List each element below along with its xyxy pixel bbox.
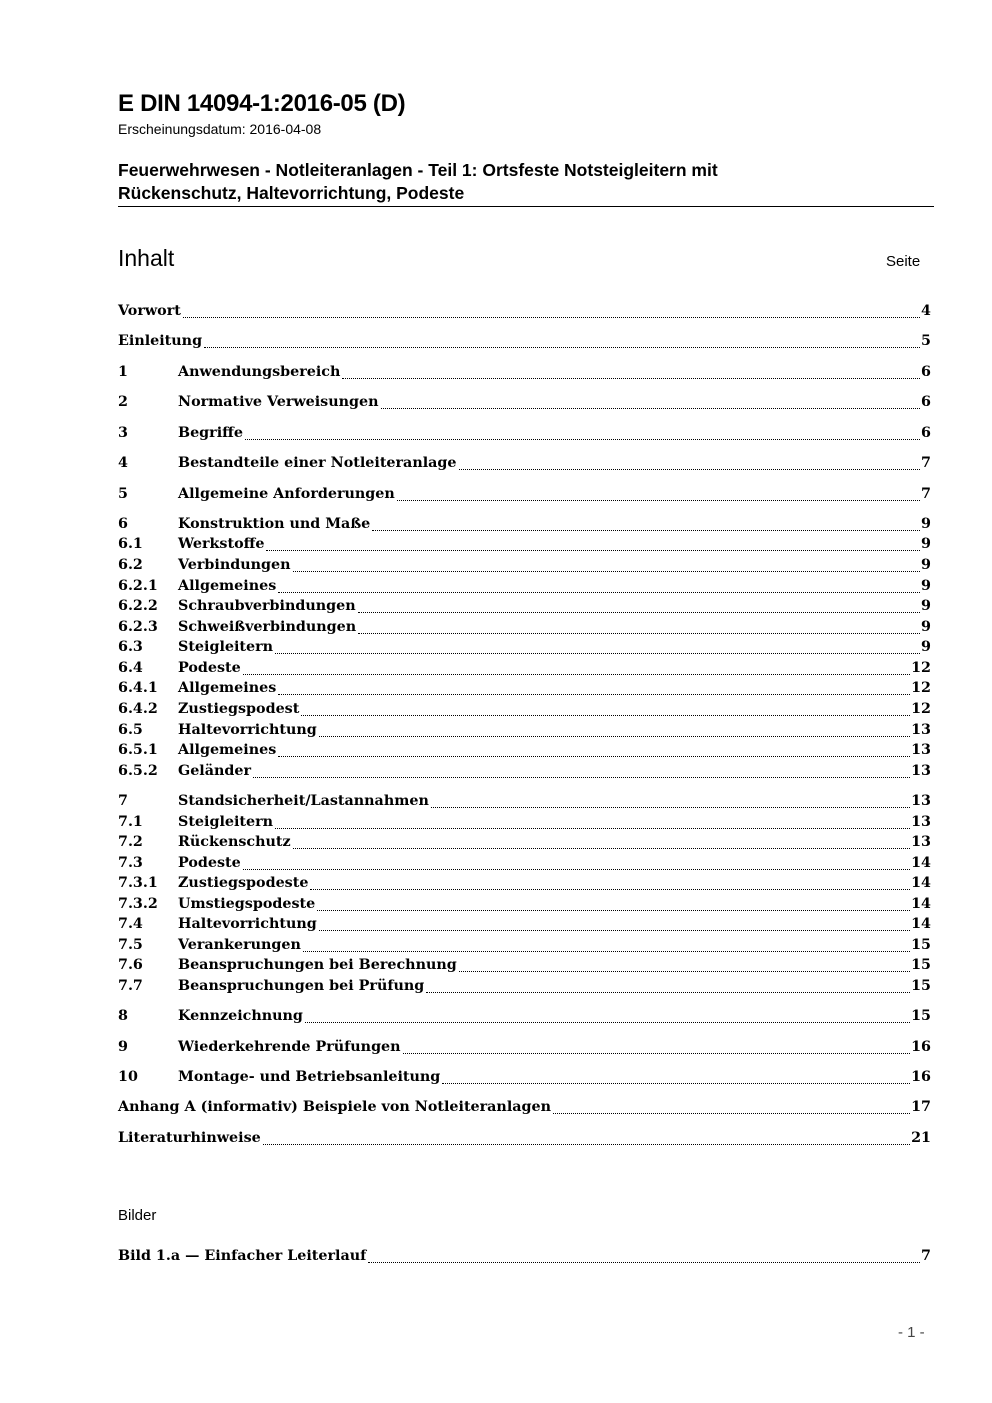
- toc-entry-title: Steigleitern: [178, 639, 274, 655]
- toc-page-column-label: Seite: [886, 253, 921, 270]
- toc-entry-number: 2: [118, 394, 128, 410]
- toc-entry-page: 6: [921, 364, 931, 380]
- toc-entry-number: 7.6: [118, 957, 143, 973]
- toc-entry-title: Begriffe: [178, 425, 243, 441]
- toc-entry-number: 7.4: [118, 916, 143, 932]
- toc-dot-leader: [278, 592, 920, 593]
- toc-entry-number: 7.3: [118, 855, 143, 871]
- toc-entry-page: 9: [921, 598, 931, 614]
- toc-entry-title: Vorwort: [118, 303, 181, 319]
- toc-entry-number: 3: [118, 425, 128, 441]
- toc-entry-page: 15: [911, 978, 931, 994]
- toc-entry-page: 13: [911, 763, 931, 779]
- toc-entry[interactable]: [118, 364, 931, 384]
- toc-entry-title: Allgemeines: [178, 680, 277, 696]
- toc-entry[interactable]: [118, 1248, 931, 1268]
- toc-entry[interactable]: [118, 763, 931, 783]
- toc-dot-leader: [553, 1113, 910, 1114]
- toc-dot-leader: [310, 889, 910, 890]
- toc-entry-number: 6.4.2: [118, 701, 158, 717]
- toc-entry-number: 6.3: [118, 639, 143, 655]
- toc-entry-title: Kennzeichnung: [178, 1008, 303, 1024]
- toc-entry-page: 13: [911, 834, 931, 850]
- page-number: - 1 -: [898, 1324, 925, 1341]
- toc-entry[interactable]: [118, 455, 931, 475]
- toc-entry-number: 6.5.1: [118, 742, 158, 758]
- toc-entry-title: Einleitung: [118, 333, 203, 349]
- toc-entry-title: Anwendungsbereich: [178, 364, 341, 380]
- toc-entry[interactable]: [118, 1130, 931, 1150]
- toc-entry-title: Wiederkehrende Prüfungen: [178, 1039, 401, 1055]
- toc-dot-leader: [459, 469, 921, 470]
- toc-entry-title: Rückenschutz: [178, 834, 291, 850]
- toc-entry[interactable]: [118, 619, 931, 639]
- toc-entry[interactable]: [118, 937, 931, 957]
- toc-entry-page: 12: [911, 701, 931, 717]
- toc-dot-leader: [275, 828, 910, 829]
- toc-entry[interactable]: [118, 855, 931, 875]
- toc-entry-number: 4: [118, 455, 128, 471]
- toc-dot-leader: [301, 715, 910, 716]
- title-divider: [118, 206, 934, 207]
- toc-dot-leader: [381, 408, 921, 409]
- toc-entry[interactable]: [118, 598, 931, 618]
- toc-entry-title: Konstruktion und Maße: [178, 516, 371, 532]
- toc-dot-leader: [305, 1022, 910, 1023]
- toc-entry-title: Allgemeine Anforderungen: [178, 486, 395, 502]
- toc-dot-leader: [442, 1083, 910, 1084]
- toc-entry-number: 7.1: [118, 814, 143, 830]
- toc-entry[interactable]: [118, 742, 931, 762]
- toc-entry-number: 9: [118, 1039, 128, 1055]
- toc-entry[interactable]: [118, 1039, 931, 1059]
- toc-entry-page: 17: [911, 1099, 931, 1115]
- toc-dot-leader: [278, 756, 910, 757]
- toc-entry-number: 6.5: [118, 722, 143, 738]
- toc-entry[interactable]: [118, 834, 931, 854]
- toc-dot-leader: [358, 633, 920, 634]
- toc-entry-title: Haltevorrichtung: [178, 722, 317, 738]
- toc-entry-page: 6: [921, 425, 931, 441]
- toc-heading: Inhalt: [118, 245, 175, 271]
- toc-dot-leader: [358, 612, 920, 613]
- toc-entry-title: Umstiegspodeste: [178, 896, 316, 912]
- toc-entry[interactable]: [118, 680, 931, 700]
- toc-dot-leader: [293, 848, 910, 849]
- subtitle-line-1: Feuerwehrwesen - Notleiteranlagen - Teil 1: Ortsfeste Notsteigleitern mit: [118, 160, 718, 180]
- toc-dot-leader: [204, 347, 920, 348]
- toc-entry-page: 9: [921, 639, 931, 655]
- toc-entry-title: Bild 1.a — Einfacher Leiterlauf: [118, 1248, 367, 1264]
- toc-entry-number: 6.5.2: [118, 763, 158, 779]
- toc-entry-title: Steigleitern: [178, 814, 274, 830]
- toc-dot-leader: [183, 317, 920, 318]
- toc-entry-title: Bestandteile einer Notleiteranlage: [178, 455, 457, 471]
- toc-entry-title: Verbindungen: [178, 557, 291, 573]
- toc-entry-title: Schweißverbindungen: [178, 619, 357, 635]
- toc-dot-leader: [263, 1144, 910, 1145]
- toc-entry-number: 10: [118, 1069, 138, 1085]
- toc-entry-page: 15: [911, 1008, 931, 1024]
- toc-entry-number: 7: [118, 793, 128, 809]
- toc-entry-page: 7: [921, 486, 931, 502]
- toc-dot-leader: [372, 530, 920, 531]
- toc-entry-number: 6.4.1: [118, 680, 158, 696]
- toc-entry-number: 6: [118, 516, 128, 532]
- toc-entry[interactable]: [118, 1069, 931, 1089]
- toc-entry-number: 7.3.1: [118, 875, 158, 891]
- toc-entry-title: Zustiegspodeste: [178, 875, 309, 891]
- toc-entry-page: 14: [911, 916, 931, 932]
- toc-dot-leader: [303, 951, 910, 952]
- toc-dot-leader: [293, 571, 921, 572]
- toc-entry[interactable]: [118, 486, 931, 506]
- toc-entry[interactable]: [118, 814, 931, 834]
- publication-date: Erscheinungsdatum: 2016-04-08: [118, 121, 322, 137]
- toc-entry-page: 12: [911, 680, 931, 696]
- toc-entry-number: 6.1: [118, 536, 143, 552]
- toc-dot-leader: [459, 971, 910, 972]
- toc-entry[interactable]: [118, 875, 931, 895]
- toc-entry[interactable]: [118, 639, 931, 659]
- toc-dot-leader: [368, 1262, 920, 1263]
- toc-entry-title: Zustiegspodest: [178, 701, 300, 717]
- toc-dot-leader: [319, 736, 910, 737]
- toc-entry-page: 14: [911, 875, 931, 891]
- toc-entry[interactable]: [118, 425, 931, 445]
- toc-entry-title: Haltevorrichtung: [178, 916, 317, 932]
- toc-entry-number: 6.2.1: [118, 578, 158, 594]
- toc-entry[interactable]: [118, 578, 931, 598]
- toc-dot-leader: [426, 992, 910, 993]
- toc-entry-page: 13: [911, 742, 931, 758]
- toc-entry-number: 6.4: [118, 660, 143, 676]
- toc-entry-title: Montage- und Betriebsanleitung: [178, 1069, 441, 1085]
- toc-dot-leader: [431, 807, 910, 808]
- toc-dot-leader: [275, 653, 920, 654]
- toc-entry-page: 15: [911, 937, 931, 953]
- toc-entry-number: 7.5: [118, 937, 143, 953]
- document-subtitle: [118, 159, 918, 205]
- toc-entry[interactable]: [118, 303, 931, 323]
- toc-dot-leader: [243, 674, 910, 675]
- toc-entry-title: Beanspruchungen bei Prüfung: [178, 978, 425, 994]
- toc-entry[interactable]: [118, 516, 931, 536]
- toc-entry-page: 5: [921, 333, 931, 349]
- toc-entry-title: Allgemeines: [178, 742, 277, 758]
- toc-entry-number: 7.7: [118, 978, 143, 994]
- toc-entry-page: 21: [911, 1130, 931, 1146]
- toc-entry-page: 13: [911, 814, 931, 830]
- toc-dot-leader: [403, 1053, 911, 1054]
- toc-entry[interactable]: [118, 394, 931, 414]
- toc-entry-number: 7.2: [118, 834, 143, 850]
- toc-entry[interactable]: [118, 333, 931, 353]
- toc-entry-page: 9: [921, 536, 931, 552]
- toc-entry-number: 8: [118, 1008, 128, 1024]
- figures-heading: Bilder: [118, 1207, 157, 1224]
- toc-entry-title: Verankerungen: [178, 937, 301, 953]
- toc-dot-leader: [243, 869, 910, 870]
- toc-entry-title: Werkstoffe: [178, 536, 265, 552]
- toc-dot-leader: [266, 550, 920, 551]
- document-title: E DIN 14094-1:2016-05 (D): [118, 90, 406, 117]
- toc-entry-title: Allgemeines: [178, 578, 277, 594]
- toc-dot-leader: [253, 777, 910, 778]
- toc-entry-title: Literaturhinweise: [118, 1130, 261, 1146]
- toc-entry-number: 6.2: [118, 557, 143, 573]
- toc-entry-title: Standsicherheit/Lastannahmen: [178, 793, 429, 809]
- toc-entry[interactable]: [118, 978, 931, 998]
- subtitle-line-2: Rückenschutz, Haltevorrichtung, Podeste: [118, 183, 465, 203]
- toc-entry-page: 13: [911, 722, 931, 738]
- toc-entry-page: 12: [911, 660, 931, 676]
- toc-entry-number: 1: [118, 364, 128, 380]
- toc-entry-page: 13: [911, 793, 931, 809]
- toc-entry[interactable]: [118, 1008, 931, 1028]
- toc-entry-page: 7: [921, 455, 931, 471]
- toc-entry-page: 7: [921, 1248, 931, 1264]
- toc-entry-number: 5: [118, 486, 128, 502]
- toc-entry[interactable]: [118, 896, 931, 916]
- toc-entry-number: 7.3.2: [118, 896, 158, 912]
- toc-dot-leader: [278, 694, 910, 695]
- toc-entry[interactable]: [118, 957, 931, 977]
- toc-entry-page: 15: [911, 957, 931, 973]
- toc-entry-title: Geländer: [178, 763, 252, 779]
- toc-entry-number: 6.2.2: [118, 598, 158, 614]
- toc-entry-title: Schraubverbindungen: [178, 598, 356, 614]
- toc-dot-leader: [397, 500, 920, 501]
- toc-entry-page: 4: [921, 303, 931, 319]
- toc-entry-page: 16: [911, 1069, 931, 1085]
- toc-dot-leader: [317, 910, 910, 911]
- toc-entry[interactable]: [118, 1099, 931, 1119]
- toc-entry-title: Anhang A (informativ) Beispiele von Notleiteranlagen: [118, 1099, 552, 1115]
- toc-entry-number: 6.2.3: [118, 619, 158, 635]
- toc-entry[interactable]: [118, 793, 931, 813]
- toc-entry-page: 16: [911, 1039, 931, 1055]
- toc-dot-leader: [342, 378, 920, 379]
- toc-entry-page: 9: [921, 619, 931, 635]
- toc-entry-title: Normative Verweisungen: [178, 394, 379, 410]
- toc-entry-page: 9: [921, 578, 931, 594]
- toc-entry-title: Podeste: [178, 855, 241, 871]
- toc-entry[interactable]: [118, 660, 931, 680]
- toc-entry[interactable]: [118, 722, 931, 742]
- toc-entry[interactable]: [118, 916, 931, 936]
- toc-dot-leader: [245, 439, 920, 440]
- toc-entry[interactable]: [118, 557, 931, 577]
- toc-entry-title: Podeste: [178, 660, 241, 676]
- toc-entry-page: 6: [921, 394, 931, 410]
- toc-entry-page: 14: [911, 855, 931, 871]
- toc-entry[interactable]: [118, 701, 931, 721]
- toc-entry[interactable]: [118, 536, 931, 556]
- toc-entry-page: 14: [911, 896, 931, 912]
- toc-dot-leader: [319, 930, 910, 931]
- toc-entry-page: 9: [921, 557, 931, 573]
- toc-entry-page: 9: [921, 516, 931, 532]
- toc-entry-title: Beanspruchungen bei Berechnung: [178, 957, 457, 973]
